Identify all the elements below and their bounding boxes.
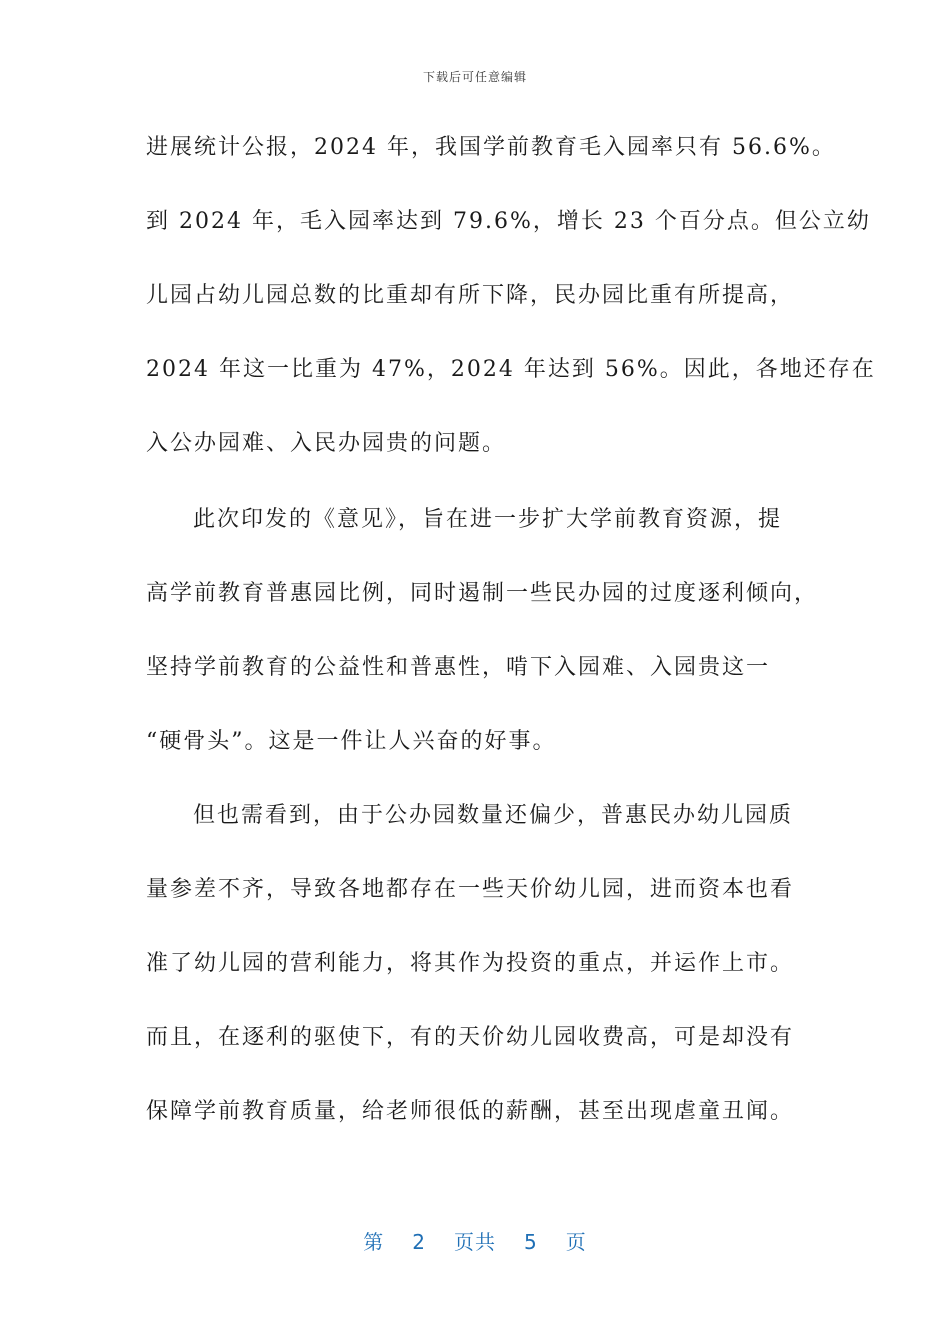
paragraph-first-line: 但也需看到，由于公办园数量还偏少，普惠民办幼儿园质 (193, 803, 794, 828)
paragraph-first-line: 此次印发的《意见》，旨在进一步扩大学前教育资源，提 (193, 507, 783, 532)
text-line: 入公办园难、入民办园贵的问题。 (146, 431, 507, 456)
text-line: “硬骨头”。这是一件让人兴奋的好事。 (146, 729, 557, 754)
text-line: 到 2024 年，毛入园率达到 79.6%，增长 23 个百分点。但公立幼 (146, 209, 871, 234)
text-line: 而且，在逐利的驱使下，有的天价幼儿园收费高，可是却没有 (146, 1025, 795, 1050)
text-line: 保障学前教育质量，给老师很低的薪酬，甚至出现虐童丑闻。 (146, 1099, 795, 1124)
total-pages-number: 5 (524, 1230, 538, 1254)
text-line: 进展统计公报，2024 年，我国学前教育毛入园率只有 56.6%。 (146, 135, 836, 160)
current-page-number: 2 (412, 1230, 426, 1254)
text-line: 量参差不齐，导致各地都存在一些天价幼儿园，进而资本也看 (146, 877, 795, 902)
text-line: 2024 年这一比重为 47%，2024 年达到 56%。因此，各地还存在 (146, 357, 876, 382)
text-line: 高学前教育普惠园比例，同时遏制一些民办园的过度逐利倾向， (146, 581, 819, 606)
text-line: 坚持学前教育的公益性和普惠性，啃下入园难、入园贵这一 (146, 655, 771, 680)
footer-middle: 页共 (454, 1230, 496, 1254)
text-line: 准了幼儿园的营利能力，将其作为投资的重点，并运作上市。 (146, 951, 795, 976)
text-line: 儿园占幼儿园总数的比重却有所下降，民办园比重有所提高， (146, 283, 795, 308)
header-note: 下载后可任意编辑 (422, 70, 527, 84)
footer-prefix: 第 (363, 1230, 385, 1254)
page-footer (0, 1226, 950, 1255)
footer-suffix: 页 (565, 1230, 587, 1254)
